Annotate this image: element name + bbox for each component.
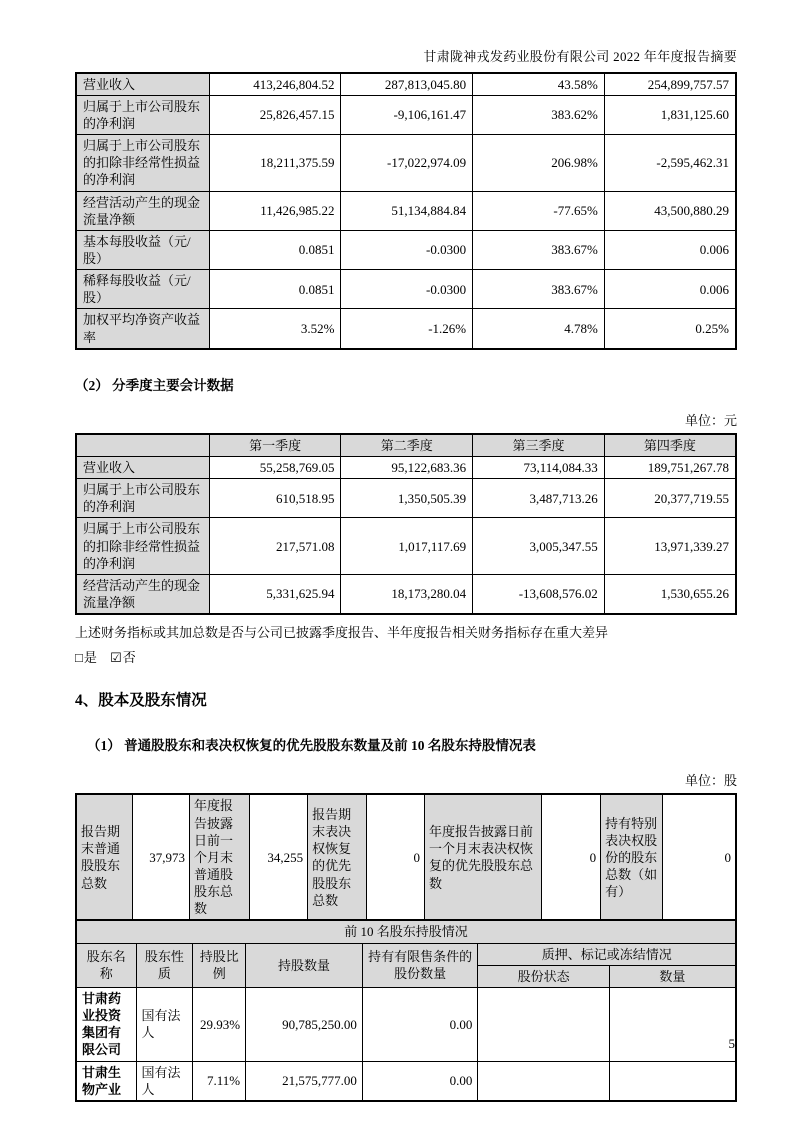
shareholder-pledge-amount	[609, 1061, 736, 1101]
header-cell-status: 股份状态	[478, 965, 609, 987]
cell-value: 254,899,757.57	[604, 73, 736, 96]
header-cell: 第一季度	[209, 434, 341, 457]
band-title: 前 10 名股东持股情况	[76, 920, 736, 943]
cell-value: -2,595,462.31	[604, 135, 736, 191]
row-label: 归属于上市公司股东的净利润	[76, 95, 209, 134]
page-number: 5	[728, 1036, 735, 1051]
header-cell-pledge: 质押、标记或冻结情况	[478, 943, 736, 965]
header-cell-restricted: 持有有限售条件的股份数量	[362, 943, 478, 987]
header-cell-ratio: 持股比例	[193, 943, 246, 987]
cell-value: 0.0851	[209, 270, 341, 309]
table-row	[76, 309, 736, 349]
note-text: 上述财务指标或其加总数是否与公司已披露季度报告、半年度报告相关财务指标存在重大差异	[75, 625, 609, 641]
cell-value: 1,530,655.26	[604, 574, 736, 614]
cell-value: 383.62%	[473, 95, 605, 134]
quarterly-table	[75, 433, 737, 615]
cell-value: 287,813,045.80	[341, 73, 473, 96]
table-row	[76, 518, 736, 574]
shareholder-restricted: 0.00	[362, 1061, 478, 1101]
top10-shareholders-table	[75, 919, 737, 1101]
shareholder-restricted: 0.00	[362, 987, 478, 1061]
page-header: 甘肃陇神戎发药业股份有限公司 2022 年年度报告摘要	[423, 49, 737, 64]
header-cell-qty: 持股数量	[246, 943, 363, 987]
count-label: 报告期末普通股股东总数	[76, 794, 133, 920]
checkbox-unchecked-icon: □	[75, 650, 83, 666]
cell-value: 3.52%	[209, 309, 341, 349]
cell-value: 610,518.95	[209, 479, 341, 518]
cell-value: 0.25%	[604, 309, 736, 349]
header-cell: 第二季度	[341, 434, 473, 457]
cell-value: -77.65%	[473, 191, 605, 230]
cell-value: -1.26%	[341, 309, 473, 349]
cell-value: 73,114,084.33	[473, 456, 605, 478]
cell-value: -0.0300	[341, 270, 473, 309]
count-label: 持有特别表决权股份的股东总数（如有）	[601, 794, 663, 920]
cell-value: 217,571.08	[209, 518, 341, 574]
cell-value: 5,331,625.94	[209, 574, 341, 614]
header-cell-amount: 数量	[609, 965, 736, 987]
row-label: 营业收入	[76, 456, 209, 478]
cell-value: 383.67%	[473, 270, 605, 309]
shareholder-name: 甘肃生物产业	[76, 1061, 136, 1101]
table-row	[76, 574, 736, 614]
checkbox-line	[75, 647, 737, 666]
header-cell-empty	[76, 434, 209, 457]
row-label: 归属于上市公司股东的扣除非经常性损益的净利润	[76, 135, 209, 191]
table-row	[76, 95, 736, 134]
cell-value: 55,258,769.05	[209, 456, 341, 478]
option-yes-label: 是	[83, 650, 97, 666]
cell-value: 43,500,880.29	[604, 191, 736, 230]
count-label: 年度报告披露日前一个月末普通股股东总数	[190, 794, 250, 920]
table-row	[76, 794, 736, 920]
cell-value: 413,246,804.52	[209, 73, 341, 96]
key-indicators-table	[75, 72, 737, 350]
shareholder-qty: 21,575,777.00	[246, 1061, 363, 1101]
row-label: 归属于上市公司股东的扣除非经常性损益的净利润	[76, 518, 209, 574]
unit-label-yuan: 单位：元	[684, 412, 737, 428]
count-value: 34,255	[250, 794, 308, 920]
section-quarterly-title: （2） 分季度主要会计数据	[75, 377, 234, 393]
shareholder-ratio: 7.11%	[193, 1061, 246, 1101]
cell-value: 95,122,683.36	[341, 456, 473, 478]
page-content	[75, 0, 737, 1102]
cell-value: 383.67%	[473, 230, 605, 269]
table-row	[76, 73, 736, 96]
count-value: 0	[663, 794, 736, 920]
header-cell-name: 股东名称	[76, 943, 136, 987]
option-no-label: 否	[122, 650, 136, 666]
band-row	[76, 920, 736, 943]
shareholder-nature: 国有法人	[136, 1061, 193, 1101]
shareholder-nature: 国有法人	[136, 987, 193, 1061]
table-row	[76, 135, 736, 191]
cell-value: -0.0300	[341, 230, 473, 269]
cell-value: -17,022,974.09	[341, 135, 473, 191]
row-label: 基本每股收益（元/股）	[76, 230, 209, 269]
unit-label-share: 单位：股	[684, 773, 737, 789]
header-cell-nature: 股东性质	[136, 943, 193, 987]
section-4-title: 4、股本及股东情况	[75, 692, 207, 710]
cell-value: 3,487,713.26	[473, 479, 605, 518]
cell-value: 1,831,125.60	[604, 95, 736, 134]
count-label: 报告期末表决权恢复的优先股股东总数	[308, 794, 367, 920]
cell-value: 206.98%	[473, 135, 605, 191]
shareholder-pledge-status	[478, 1061, 609, 1101]
cell-value: -9,106,161.47	[341, 95, 473, 134]
row-label: 稀释每股收益（元/股）	[76, 270, 209, 309]
cell-value: 1,350,505.39	[341, 479, 473, 518]
shareholder-qty: 90,785,250.00	[246, 987, 363, 1061]
checkbox-checked-icon: ☑	[110, 650, 122, 666]
count-label: 年度报告披露日前一个月末表决权恢复的优先股股东总数	[424, 794, 541, 920]
table-row	[76, 456, 736, 478]
header-cell: 第三季度	[473, 434, 605, 457]
shareholder-name: 甘肃药业投资集团有限公司	[76, 987, 136, 1061]
cell-value: 51,134,884.84	[341, 191, 473, 230]
cell-value: 4.78%	[473, 309, 605, 349]
cell-value: 18,173,280.04	[341, 574, 473, 614]
cell-value: 43.58%	[473, 73, 605, 96]
cell-value: 0.006	[604, 270, 736, 309]
table-row	[76, 1061, 736, 1101]
row-label: 经营活动产生的现金流量净额	[76, 574, 209, 614]
option-yes	[75, 650, 97, 665]
count-value: 0	[366, 794, 424, 920]
cell-value: 0.0851	[209, 230, 341, 269]
row-label: 营业收入	[76, 73, 209, 96]
shareholder-pledge-status	[478, 987, 609, 1061]
cell-value: 0.006	[604, 230, 736, 269]
header-cell: 第四季度	[604, 434, 736, 457]
cell-value: 13,971,339.27	[604, 518, 736, 574]
option-no	[110, 650, 136, 665]
table-row	[76, 270, 736, 309]
table-row	[76, 479, 736, 518]
cell-value: 189,751,267.78	[604, 456, 736, 478]
shareholder-ratio: 29.93%	[193, 987, 246, 1061]
shareholder-pledge-amount	[609, 987, 736, 1061]
cell-value: 1,017,117.69	[341, 518, 473, 574]
table-header-row	[76, 434, 736, 457]
table-header-row	[76, 943, 736, 965]
section-4-1-title: （1） 普通股股东和表决权恢复的优先股股东数量及前 10 名股东持股情况表	[87, 738, 536, 754]
cell-value: 25,826,457.15	[209, 95, 341, 134]
cell-value: -13,608,576.02	[473, 574, 605, 614]
table-row	[76, 987, 736, 1061]
row-label: 归属于上市公司股东的净利润	[76, 479, 209, 518]
count-value: 37,973	[133, 794, 190, 920]
row-label: 加权平均净资产收益率	[76, 309, 209, 349]
cell-value: 20,377,719.55	[604, 479, 736, 518]
table-row	[76, 191, 736, 230]
cell-value: 18,211,375.59	[209, 135, 341, 191]
row-label: 经营活动产生的现金流量净额	[76, 191, 209, 230]
shareholder-count-table	[75, 793, 737, 921]
table-row	[76, 230, 736, 269]
count-value: 0	[542, 794, 601, 920]
cell-value: 3,005,347.55	[473, 518, 605, 574]
cell-value: 11,426,985.22	[209, 191, 341, 230]
